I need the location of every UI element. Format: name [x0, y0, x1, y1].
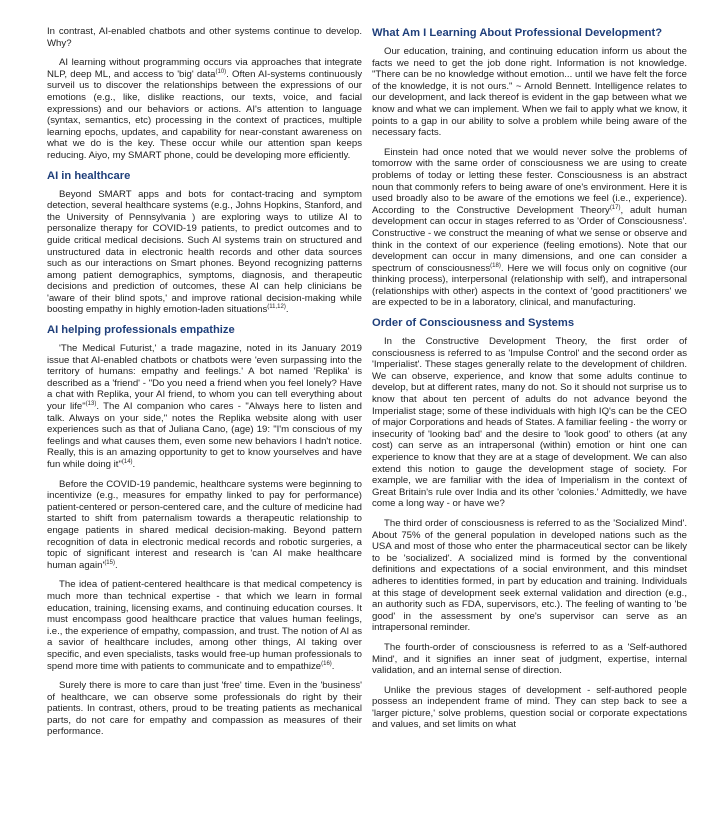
text-segment: In contrast, AI-enabled chatbots and other systems continue to develop. Why?	[47, 26, 362, 49]
two-column-layout	[47, 26, 687, 746]
citation-ref: (14)	[121, 458, 133, 465]
text-segment: .	[331, 660, 335, 672]
citation-ref: (13)	[85, 400, 97, 407]
citation-ref: (15)	[104, 559, 115, 566]
citation-ref: (17)	[609, 204, 621, 211]
intro-paragraph	[47, 26, 362, 49]
pandemic-paragraph	[47, 479, 362, 572]
patient-centered-paragraph	[47, 579, 362, 672]
third-order-paragraph	[372, 518, 687, 634]
text-segment: Unlike the previous stages of development - self-authored people possess an independent frame of mind. They can step back to see a 'larger picture,' solve problems, question social or corporate expectations and values, and set limits on what	[372, 684, 687, 731]
citation-ref: (16)	[321, 660, 332, 667]
ai-learning-paragraph	[47, 57, 362, 161]
healthcare-paragraph	[47, 189, 362, 317]
heading-order-of-consciousness: Order of Consciousness and Systems	[372, 317, 575, 330]
right-column	[372, 26, 687, 746]
heading-ai-empathize: AI helping professionals empathize	[47, 324, 235, 337]
einstein-paragraph	[372, 147, 687, 309]
text-segment: .	[132, 459, 136, 470]
knowledge-paragraph	[372, 46, 687, 139]
text-segment: Before the COVID-19 pandemic, healthcare systems were beginning to incentivize (e.g., measures for empathy linked to pay for performance) patient-centered or person-centered care, and the culture of medicine had started to shift from paternalism towards a therapeutic relationship to engage patients in shared medical decision-making. Beyond pattern recognition of data in electronic medical records and robotic surgeries, a topic of significant interest and research is 'can AI make healthcare human again'	[47, 478, 362, 571]
citation-ref: (18)	[490, 262, 501, 269]
text-segment: Beyond SMART apps and bots for contact-tracing and symptom detection, several healthcare systems (e.g., Johns Hopkins, Stanford, and the University of Pennsylvania ) are exploring ways to utilize AI to personalize therapy for COVID-19 patients, to predict outcomes and to guide critical medical decisions. Such AI systems train on structured and unstructured data in electronic health records and other data sources such as our interactions on Smart phones. Beyond recognizing patterns among patient demographics, symptoms, diagnosis, and therapeutic decisions and prediction of outcomes, these AI can help clinicians be 'aware of their blind spots,' and improve rational decision-making while boosting empathy in highly emotion-laden situations	[47, 188, 362, 316]
heading-ai-in-healthcare: AI in healthcare	[47, 169, 131, 182]
text-segment: The idea of patient-centered healthcare is that medical competency is much more than technical expertise - that which we learn in formal education, training, licensing exams, and continuing education courses. It must encompass good healthcare practice that values human feelings, i.e., the experience of empathy, compassion, and trust. The notion of AI as a savior of healthcare includes, among other things, AI taking over specific, and even specialists, tasks would free-up human professionals to spend more time with patients to communicate and to empathize	[47, 579, 362, 672]
fourth-order-paragraph	[372, 642, 687, 677]
text-segment: The third order of consciousness is referred to as the 'Socialized Mind'. About 75% of the general population in developed nations such as the USA and most of those who enter the pharmaceutical sector can be likely to be 'socialized'. A socialized mind is formed by the conventional definitions and expectations of a social environment, and this mindset adheres to identities formed, in part by education and training. Individuals at this stage of development seek external validation and direction (e.g., an authority such as FDA, supervisors, etc.). The feeling of wanting to 'be good' in the assessment by one's supervisor can serve as an intrapersonal reminder.	[372, 517, 687, 634]
text-segment: .	[114, 559, 118, 571]
replika-paragraph	[47, 343, 362, 471]
text-segment: AI learning without programming occurs via approaches that integrate NLP, deep ML, and access to 'big' data	[47, 57, 362, 80]
left-column	[47, 26, 362, 746]
text-segment: , adult human development can occur in stages referred to as 'Order of Consciousness'. Constructive - we construct the meaning of what we sense or observe and think in the context of our experience (feeling emotions). Note that our development can occur in many dimensions, and one can consider a spectrum of consciousness	[372, 204, 687, 274]
text-segment: Surely there is more to care than just 'free' time. Even in the 'business' of healthcare, we can observe some professionals do right by their patients. In contrast, others, proud to be treating patients as mechanical parts, do not care for empathy and compassion as measures of their performance.	[47, 680, 362, 738]
text-segment: Our education, training, and continuing education inform us about the facts we need to get the job done right. Information is not knowledge. "There can be no knowledge without emotion... until we have felt the force of the knowledge, it is not ours." ~ Arnold Bennett. Intelligence relates to our development, and lack thereof is evident in the gap between what we know and what we can implement. When we fail to apply what we know, it points to a gap in our ability to solve a problem while being aware of the necessary facts.	[372, 46, 687, 139]
citation-ref: (11,12)	[267, 304, 286, 311]
text-segment: 'The Medical Futurist,' a trade magazine, noted in its January 2019 issue that AI-enabled chatbots or chatbots were 'even surpassing into the territory of humans: empathy and feelings.' A bot named 'Replika' is described as a 'friend' - "Do you need a friend when you feel lonely? Have a chat with Replika, your AI friend, to whom you can tell everything about your life"	[47, 343, 362, 413]
text-segment: . Often AI-systems continuously surveil us to discover the relationships between the expressions of our emotions (e.g., like, dislike reactions, our texts, voice, and facial expressions) and our behaviors or actions. AI's attention to language (syntax, semantics, etc) processing in the context of practices, multiple learning epochs, updates, and capability for near-constant awareness on what we do is the key. These occur while our attention span keeps reducing. Aiyo, my SMART phone, could be developing more efficiently.	[47, 68, 362, 161]
text-segment: The fourth-order of consciousness is referred to as a 'Self-authored Mind', and it signifies an inner seat of judgment, expertise, internal validation, and an internal sense of direction.	[372, 641, 687, 677]
first-order-paragraph	[372, 336, 687, 510]
text-segment: .	[285, 304, 289, 316]
text-segment: In the Constructive Development Theory, the first order of consciousness is referred to as 'Impulse Control' and the second order as 'Imperialist'. These stages generally relate to the development of children. We can observe, experience, and know that some adults continue to develop, but at different rates, many do not. So it should not surprise us to know that about ten percent of adults do not advance beyond the Imperialist stage; some of these individuals with high IQ's can be the CEO of major Corporations and heads of States. A familiar feeling - the worry or insecurity of 'looking bad' and the desire to 'look good' to others (at any cost) can serve as an intrapersonal (within) emotion or hint one can experience to know that they are at a stage of development. We can also extend this notion to gauge the development stage of society. For example, we are familiar with the idea of Imperialism in the context of Great Britain's rule over India and its other 'colonies.' Admittedly, we have come a long way - or have we?	[372, 336, 687, 510]
text-segment: Einstein had once noted that we would never solve the problems of tomorrow with the same order of consciousness we are using to create problems of today or letting these fester. Consciousness is an abstract noun that commonly refers to being aware of one's environment. Here it is used broadly also to be aware of the emotions we feel (i.e., experience). According to the Constructive Development Theory	[372, 146, 687, 216]
citation-ref: (10)	[215, 68, 227, 75]
self-authored-paragraph	[372, 685, 687, 731]
free-time-paragraph	[47, 680, 362, 738]
text-segment: . Here we will focus only on cognitive (our thinking process), interpersonal (relationship with self), and intrapersonal (relationships with other) aspects in the context of 'good practitioners' we are expected to be in a laboratory, clinical, and manufacturing.	[372, 262, 687, 309]
text-segment: . The AI companion who cares - "Always here to listen and talk. Always on your side," notes the Replika website along with user experiences such as that of Juliana Cano, (age) 19: "I'm conscious of my feelings and what causes them, even some new behaviors I hadn't notice. Really, this is an amazing opportunity to get to know yourselves and have fun while doing it"	[47, 401, 362, 470]
heading-professional-development: What Am I Learning About Professional Development?	[372, 27, 663, 39]
